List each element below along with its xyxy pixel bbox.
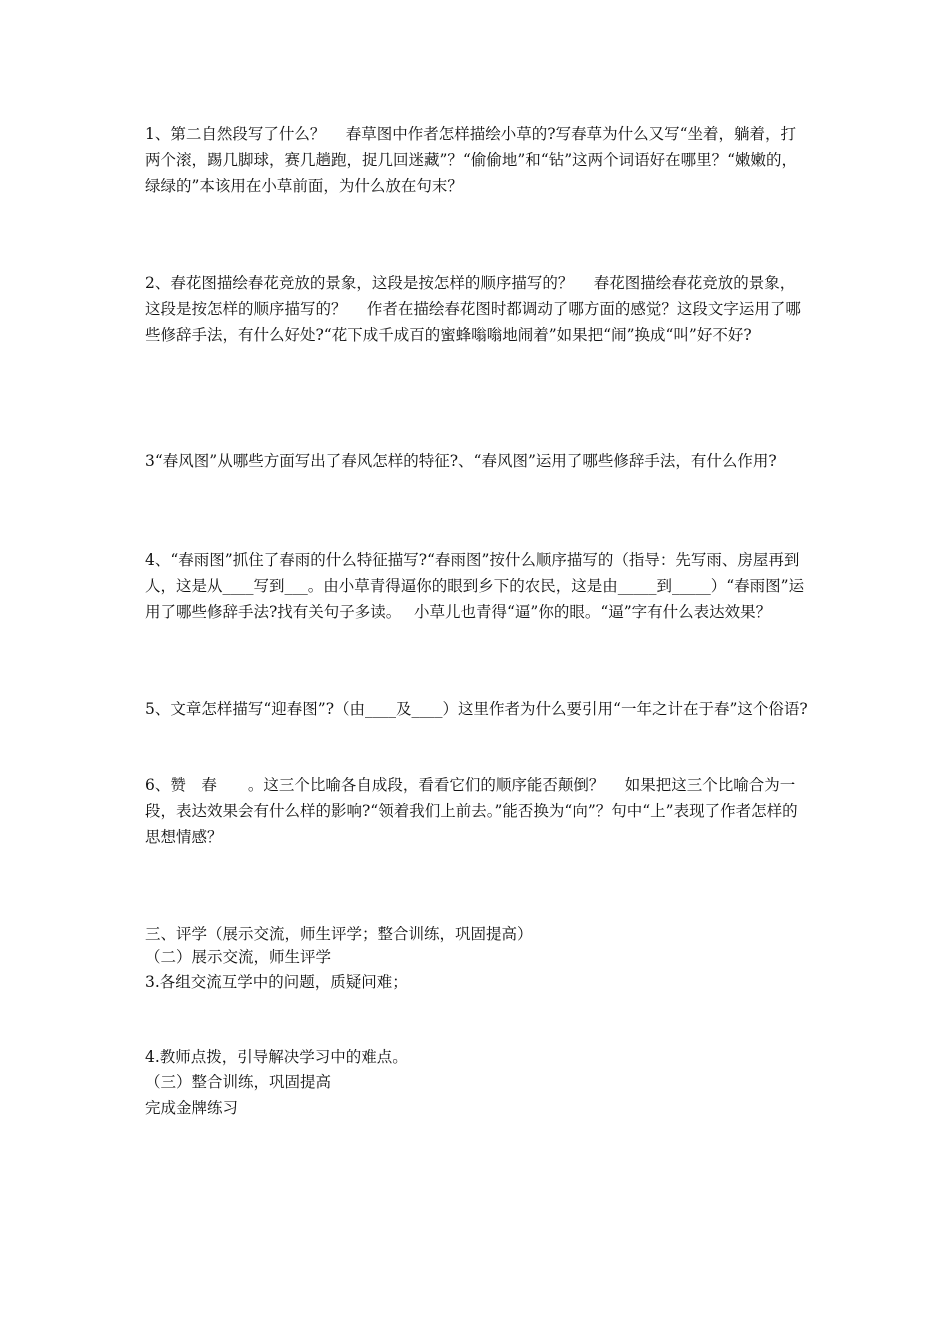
item-3: 3.各组交流互学中的问题，质疑问难；	[145, 973, 408, 991]
section-heading: 三、评学（展示交流，师生评学；整合训练，巩固提高）	[145, 925, 533, 943]
question-1: 1、第二自然段写了什么？ 春草图中作者怎样描绘小草的?写春草为什么又写“坐着，躺着，打两个滚，踢几脚球，赛几趟跑，捉几回迷藏”？“偷偷地”和“钻”这两个词语好在哪里？“嫩嫩的，绿绿的”本该用在小草前面，为什么放在句末？	[145, 125, 798, 195]
subsection-showcase: （二）展示交流，师生评学	[145, 948, 332, 966]
item-4: 4.教师点拨，引导解决学习中的难点。	[145, 1048, 408, 1066]
task-line: 完成金牌练习	[145, 1099, 239, 1117]
question-6: 6、赞 春 。这三个比喻各自成段，看看它们的顺序能否颠倒？ 如果把这三个比喻合为一段，表达效果会有什么样的影响?“领着我们上前去。”能否换为“向”？句中“上”表现了作者怎样的思想情感？	[145, 776, 798, 846]
question-4: 4、“春雨图”抓住了春雨的什么特征描写?“春雨图”按什么顺序描写的（指导：先写雨、房屋再到人，这是从____写到___。由小草青得逼你的眼到乡下的农民，这是由_____到_____）“春雨图”运用了哪些修辞手法?找有关句子多读。 小草儿也青得“逼”你的眼。“逼”字有什么表达效果？	[145, 551, 805, 621]
question-2: 2、春花图描绘春花竞放的景象，这段是按怎样的顺序描写的？ 春花图描绘春花竞放的景象，这段是按怎样的顺序描写的？ 作者在描绘春花图时都调动了哪方面的感觉？这段文字运用了哪些修辞手法，有什么好处?“花下成千成百的蜜蜂嗡嗡地闹着”如果把“闹”换成“叫”好不好?	[145, 274, 801, 344]
question-5: 5、文章怎样描写“迎春图”?（由____及____）这里作者为什么要引用“一年之计在于春”这个俗语?	[145, 700, 808, 718]
question-3: 3“春风图”从哪些方面写出了春风怎样的特征?、“春风图”运用了哪些修辞手法，有什么作用?	[145, 452, 777, 470]
subsection-training: （三）整合训练，巩固提高	[145, 1073, 332, 1091]
